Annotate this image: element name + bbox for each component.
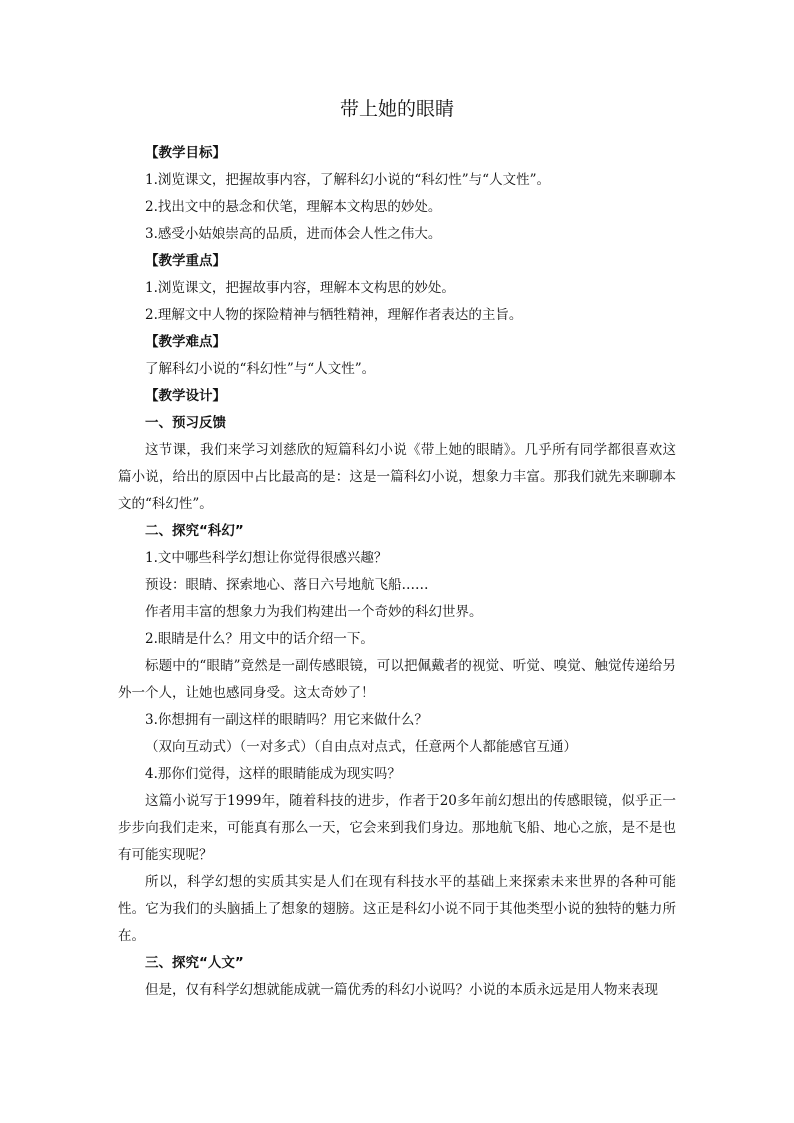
question-1: 1.文中哪些科学幻想让你觉得很感兴趣？ xyxy=(145,550,388,566)
question-2: 2.眼睛是什么？用文中的话介绍一下。 xyxy=(145,631,374,647)
goal-item: 1.浏览课文，把握故事内容，了解科幻小说的“科幻性”与“人文性”。 xyxy=(145,172,550,188)
part3-heading: 三、探究“人文” xyxy=(145,955,244,971)
difficulty-text: 了解科幻小说的“科幻性”与“人文性”。 xyxy=(145,361,376,377)
part2-heading: 二、探究“科幻” xyxy=(145,523,244,539)
document-page xyxy=(118,96,676,1004)
part3-paragraph: 但是，仅有科学幻想就能成就一篇优秀的科幻小说吗？小说的本质永远是用人物来表现 xyxy=(145,982,658,998)
part1-paragraph: 这节课，我们来学习刘慈欣的短篇科幻小说《带上她的眼睛》。几乎所有同学都很喜欢这篇小说，给出的原因中占比最高的是：这是一篇科幻小说，想象力丰富。那我们就先来聊聊本文的“科幻性”。 xyxy=(118,442,676,512)
difficulty-heading: 【教学难点】 xyxy=(145,334,226,350)
part2-summary: 所以，科学幻想的实质其实是人们在现有科技水平的基础上来探索未来世界的各种可能性。它为我们的头脑插上了想象的翅膀。这正是科幻小说不同于其他类型小说的独特的魅力所在。 xyxy=(118,874,676,944)
question-3: 3.你想拥有一副这样的眼睛吗？用它来做什么？ xyxy=(145,712,428,728)
key-points-heading: 【教学重点】 xyxy=(145,253,226,269)
question-1-preset: 预设：眼睛、探索地心、落日六号地航飞船…… xyxy=(145,577,429,593)
question-3-answer: （双向互动式）（一对多式）（自由点对点式，任意两个人都能感官互通） xyxy=(145,739,577,755)
document-title: 带上她的眼睛 xyxy=(339,98,454,120)
goal-item: 3.感受小姑娘崇高的品质，进而体会人性之伟大。 xyxy=(145,226,442,242)
design-heading: 【教学设计】 xyxy=(145,388,226,404)
goals-heading: 【教学目标】 xyxy=(145,145,226,161)
key-point-item: 2.理解文中人物的探险精神与牺牲精神，理解作者表达的主旨。 xyxy=(145,307,523,323)
goal-item: 2.找出文中的悬念和伏笔，理解本文构思的妙处。 xyxy=(145,199,442,215)
question-4: 4.那你们觉得，这样的眼睛能成为现实吗？ xyxy=(145,766,401,782)
key-point-item: 1.浏览课文，把握故事内容，理解本文构思的妙处。 xyxy=(145,280,455,296)
part1-heading: 一、预习反馈 xyxy=(145,415,226,431)
question-1-summary: 作者用丰富的想象力为我们构建出一个奇妙的科幻世界。 xyxy=(145,604,483,620)
question-2-answer: 标题中的“眼睛”竟然是一副传感眼镜，可以把佩戴者的视觉、听觉、嗅觉、触觉传递给另外一个人，让她也感同身受。这太奇妙了！ xyxy=(118,658,676,701)
question-4-answer: 这篇小说写于1999年，随着科技的进步，作者于20多年前幻想出的传感眼镜，似乎正一步步向我们走来，可能真有那么一天，它会来到我们身边。那地航飞船、地心之旅，是不是也有可能实现呢？ xyxy=(118,793,676,863)
